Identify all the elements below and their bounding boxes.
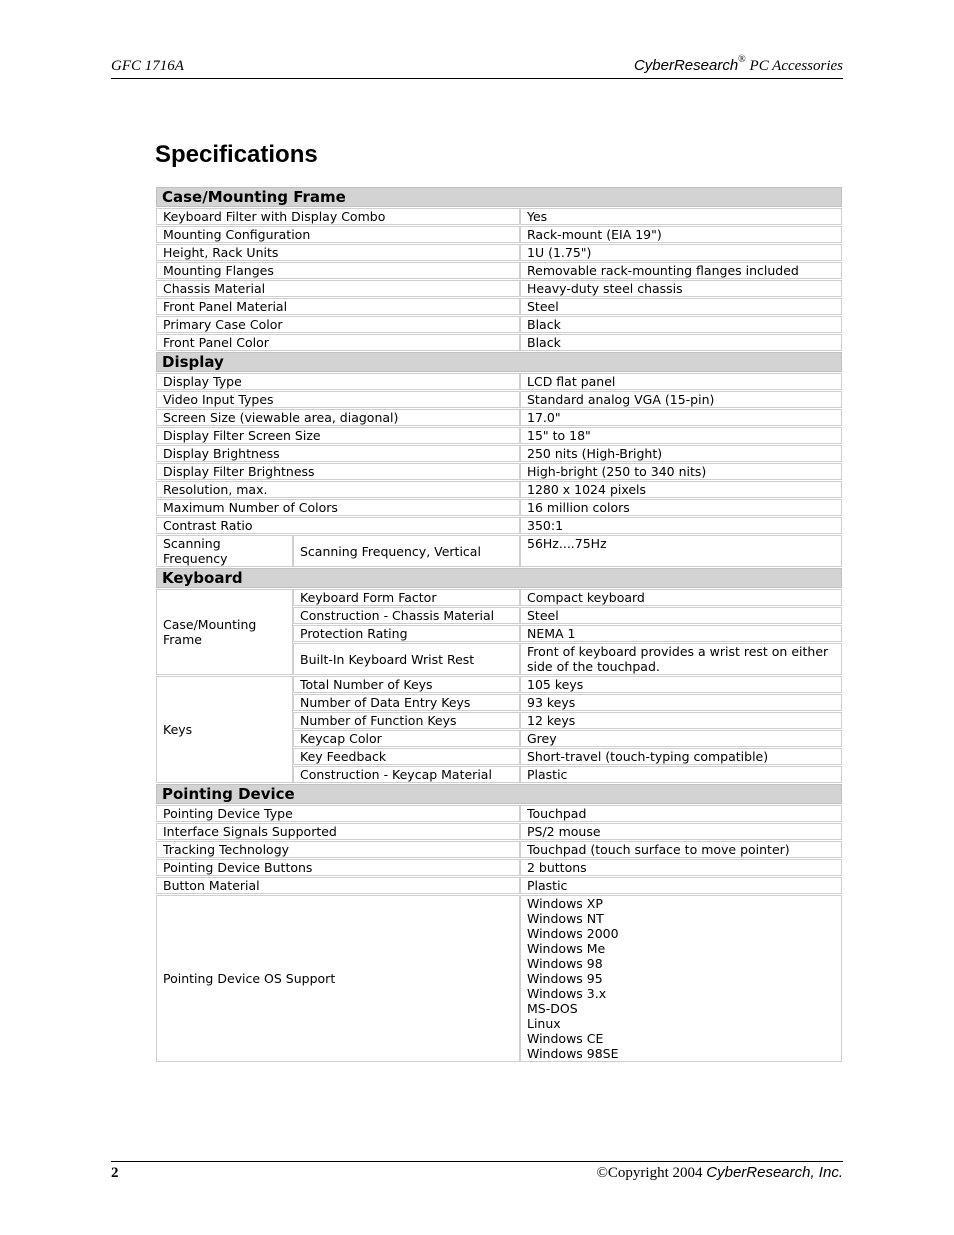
spec-row [156,877,842,894]
spec-row [156,589,842,606]
spec-label: Video Input Types [156,391,520,408]
spec-sub-label: Key Feedback [293,748,520,765]
section-row [156,784,842,804]
spec-value: High-bright (250 to 340 nits) [520,463,842,480]
page-footer [111,1161,843,1186]
os-item: Windows 95 [527,971,603,986]
spec-sub-label: Number of Function Keys [293,712,520,729]
spec-value: Plastic [520,877,842,894]
spec-value: 93 keys [520,694,842,711]
spec-label: Interface Signals Supported [156,823,520,840]
brand-suffix: PC Accessories [749,58,843,74]
spec-value: 17.0" [520,409,842,426]
spec-label: Primary Case Color [156,316,520,333]
spec-value: 1U (1.75") [520,244,842,261]
spec-row [156,334,842,351]
spec-label: Keyboard Filter with Display Combo [156,208,520,225]
spec-value: 105 keys [520,676,842,693]
spec-group-label: Case/Mounting Frame [156,589,293,675]
spec-label: Mounting Configuration [156,226,520,243]
spec-row [156,280,842,297]
spec-label: Button Material [156,877,520,894]
spec-row [156,244,842,261]
os-item: Windows 98 [527,956,603,971]
spec-row [156,409,842,426]
spec-value: Black [520,334,842,351]
spec-value: Standard analog VGA (15-pin) [520,391,842,408]
spec-label: Pointing Device Type [156,805,520,822]
spec-sub-label: Keycap Color [293,730,520,747]
spec-label: Display Brightness [156,445,520,462]
spec-value: Steel [520,298,842,315]
company-name: CyberResearch, Inc. [706,1164,843,1181]
spec-value: 2 buttons [520,859,842,876]
spec-value: Rack-mount (EIA 19") [520,226,842,243]
spec-value: Touchpad [520,805,842,822]
brand-header [634,54,843,75]
spec-row [156,208,842,225]
os-item: Windows NT [527,911,604,926]
spec-value: 56Hz....75Hz [520,535,842,567]
spec-row [156,895,842,1062]
spec-row [156,517,842,534]
spec-value-list [520,895,842,1062]
spec-sub-label: Keyboard Form Factor [293,589,520,606]
spec-value: Yes [520,208,842,225]
spec-value: Black [520,316,842,333]
spec-table [156,186,842,1063]
spec-label: Front Panel Color [156,334,520,351]
spec-value: 350:1 [520,517,842,534]
spec-row [156,463,842,480]
model-number: GFC 1716A [111,58,184,74]
spec-label: Display Filter Screen Size [156,427,520,444]
spec-row [156,316,842,333]
spec-value: Short-travel (touch-typing compatible) [520,748,842,765]
spec-label: Contrast Ratio [156,517,520,534]
spec-value: Steel [520,607,842,624]
spec-label: Front Panel Material [156,298,520,315]
spec-value: Touchpad (touch surface to move pointer) [520,841,842,858]
spec-value: Heavy-duty steel chassis [520,280,842,297]
brand-name: CyberResearch [633,57,739,74]
spec-sub-label: Total Number of Keys [293,676,520,693]
spec-value: NEMA 1 [520,625,842,642]
spec-label: Display Filter Brightness [156,463,520,480]
spec-row [156,391,842,408]
spec-label: Pointing Device Buttons [156,859,520,876]
spec-group-label: Scanning Frequency [156,535,293,567]
spec-row [156,499,842,516]
page-number: 2 [111,1165,119,1181]
os-item: MS-DOS [527,1001,578,1016]
os-item: Windows CE [527,1031,604,1046]
page-header [111,52,843,79]
spec-label: Screen Size (viewable area, diagonal) [156,409,520,426]
spec-sub-label: Construction - Keycap Material [293,766,520,783]
spec-sub-label: Number of Data Entry Keys [293,694,520,711]
spec-label: Tracking Technology [156,841,520,858]
spec-sub-label: Protection Rating [293,625,520,642]
spec-value: Front of keyboard provides a wrist rest on either side of the touchpad. [520,643,842,675]
copyright-notice [597,1164,843,1182]
spec-row [156,427,842,444]
spec-value: 15" to 18" [520,427,842,444]
spec-label: Pointing Device OS Support [156,895,520,1062]
registered-mark: ® [738,54,746,65]
spec-label: Display Type [156,373,520,390]
spec-sub-label: Scanning Frequency, Vertical [293,535,520,567]
section-row [156,352,842,372]
page-title: Specifications [155,141,318,168]
section-heading: Display [156,352,842,372]
spec-value: Plastic [520,766,842,783]
spec-row [156,298,842,315]
os-item: Windows 2000 [527,926,619,941]
spec-value: PS/2 mouse [520,823,842,840]
os-item: Windows 98SE [527,1046,619,1061]
spec-table-body [156,187,842,1062]
section-row [156,187,842,207]
spec-row [156,823,842,840]
spec-value: 12 keys [520,712,842,729]
spec-value: 250 nits (High-Bright) [520,445,842,462]
os-item: Linux [527,1016,561,1031]
spec-label: Height, Rack Units [156,244,520,261]
section-heading: Keyboard [156,568,842,588]
spec-value: 1280 x 1024 pixels [520,481,842,498]
spec-sub-label: Built-In Keyboard Wrist Rest [293,643,520,675]
os-item: Windows 3.x [527,986,607,1001]
spec-row [156,481,842,498]
spec-row [156,859,842,876]
copyright-text: ©Copyright 2004 [596,1165,703,1181]
spec-row [156,262,842,279]
spec-sub-label: Construction - Chassis Material [293,607,520,624]
spec-row [156,373,842,390]
spec-label: Chassis Material [156,280,520,297]
spec-row [156,805,842,822]
spec-row [156,841,842,858]
spec-row [156,676,842,693]
os-item: Windows Me [527,941,606,956]
section-row [156,568,842,588]
spec-label: Mounting Flanges [156,262,520,279]
spec-group-label: Keys [156,676,293,783]
spec-value: Compact keyboard [520,589,842,606]
spec-label: Resolution, max. [156,481,520,498]
spec-row [156,226,842,243]
spec-row [156,535,842,567]
spec-row [156,445,842,462]
spec-label: Maximum Number of Colors [156,499,520,516]
spec-value: Removable rack-mounting flanges included [520,262,842,279]
section-heading: Pointing Device [156,784,842,804]
spec-value: 16 million colors [520,499,842,516]
os-item: Windows XP [527,896,603,911]
spec-value: Grey [520,730,842,747]
spec-value: LCD flat panel [520,373,842,390]
section-heading: Case/Mounting Frame [156,187,842,207]
